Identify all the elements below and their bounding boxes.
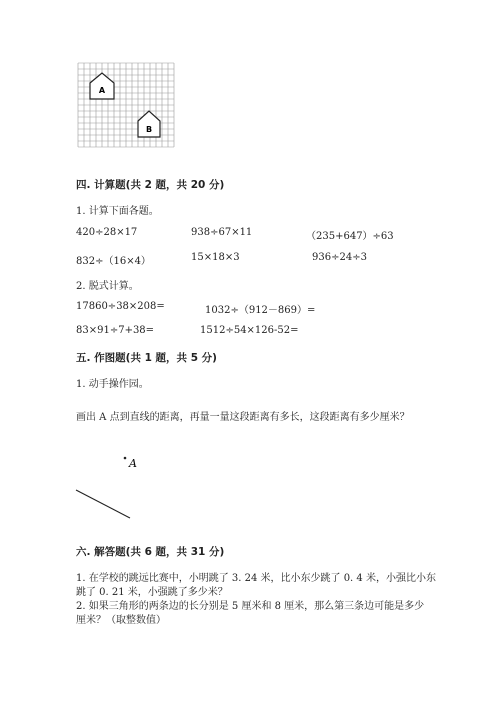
- point-a-dot: [124, 457, 127, 460]
- section5-instruction: 画出 A 点到直线的距离，再量一量这段距离有多长，这段距离有多少厘米？: [76, 412, 410, 423]
- calc-item: 83×91÷7+38=: [76, 325, 155, 336]
- straight-line: [76, 490, 130, 518]
- section4-q2: 2. 脱式计算。: [76, 281, 139, 292]
- grid-figure: [78, 63, 174, 149]
- section5-heading: 五. 作图题(共 1 题，共 5 分): [76, 352, 217, 364]
- calc-item: 17860÷38×208=: [76, 301, 165, 312]
- calc-item: 832÷（16×4）: [76, 256, 151, 267]
- section4-heading: 四. 计算题(共 2 题，共 20 分): [76, 179, 225, 191]
- calc-item: （235+647）÷63: [306, 231, 394, 242]
- section5-q1: 1. 动手操作园。: [76, 379, 149, 390]
- section4-q1: 1. 计算下面各题。: [76, 206, 159, 217]
- section6-q2-line2: 厘米？（取整数值）: [76, 615, 166, 626]
- calc-item: 1032÷（912－869）=: [205, 305, 316, 316]
- calc-item: 938÷67×11: [191, 227, 253, 238]
- drawing-figure: [70, 452, 150, 524]
- calc-item: 15×18×3: [191, 252, 240, 263]
- point-a-label: A: [129, 457, 137, 470]
- calc-item: 420÷28×17: [76, 227, 138, 238]
- calc-item: 1512÷54×126-52=: [200, 325, 299, 336]
- house-a-label: A: [98, 86, 106, 95]
- section6-q1-line2: 跳了 0. 21 米，小强跳了多少米？: [76, 587, 228, 598]
- section6-q1-line1: 1. 在学校的跳远比赛中，小明跳了 3. 24 米，比小东少跳了 0. 4 米，小强比小东: [76, 573, 436, 584]
- house-b-label: B: [145, 125, 153, 134]
- section6-heading: 六. 解答题(共 6 题，共 31 分): [76, 546, 225, 558]
- section6-q2-line1: 2. 如果三角形的两条边的长分别是 5 厘米和 8 厘米，那么第三条边可能是多少: [76, 601, 425, 612]
- calc-item: 936÷24÷3: [312, 252, 367, 263]
